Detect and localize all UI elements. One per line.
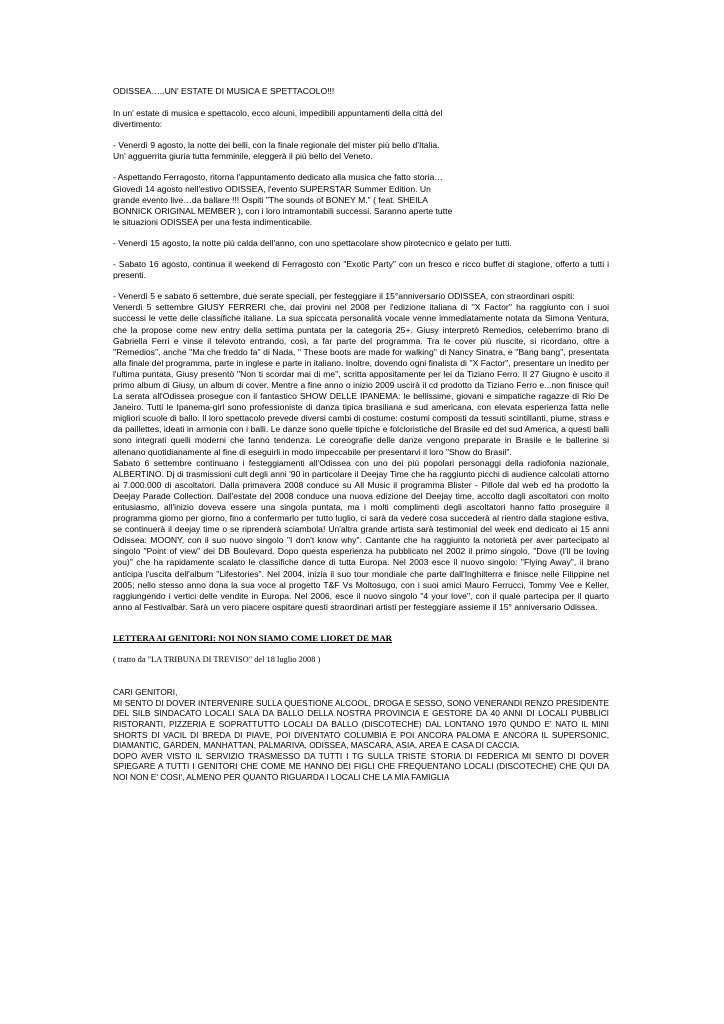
letter-heading: LETTERA AI GENITORI: NOI NON SIAMO COME LIORET DE MAR [113,632,393,643]
event-item-5-body-2: Sabato 6 settembre continuano i festeggiamenti all'Odissea con uno dei più popolari personaggi della radiofonia nazionale, ALBERTINO. Dj di trasmissioni cult degli anni '90 in particolare il Deejay Time che ha raggiunto picchi di audience calcolati attorno ai 7.000.000 di ascoltatori. Dalla primavera 2008 conduce su All Music il programma Blister - Pillole dal web ed ha prodotto la Deejay Parade Collection. Dall'estate del 2008 conduce una nuova edizione del Deejay time, accolto dagli ascoltatori con molto entusiasmo, all'inizio doveva essere una singola puntata, ma i molti complimenti degli ascoltatori hanno fatto proseguire il programma giorno per giorno, fino a confermarlo per tutto luglio, ci sarà da vedere cosa succederà al rientro dalla stagione estiva, se continuerà il deejay time o se riprenderà sciambola! Un'altra grande artista sarà testimonial del week end dedicato ai 15 anni Odissea: MOONY, con il suo nuovo singolo "I don't know why". Cantante che ha raggiunto la notorietà per aver partecipato al singolo "Point of view" dei DB Boulevard. Dopo questa esperienza ha pubblicato nel 2002 il primo singolo, "Dove (I'll be loving you)" che ha rapidamente scalato le classifiche dance di tutta Europa. Nel 2003 esce il nuovo singolo: "Flying Away", il brano anticipa l'uscita dell'album "Lifestories". Nel 2004, inizia il suo tour mondiale che parte dall'Inghilterra e finisce nelle Filippine nel 2005; nello stesso anno dona la sua voce al progetto T&F Vs Moltosugo, con i suoi amici Mauro Ferrucci, Tommy Vee e Keller, raggiungendo i vertici delle vendite in Europa. Nel 2006, esce il nuovo singolo "4 your love", con il quale partecipa per il quarto anno al Festivalbar. Sarà un vero piacere ospitare questi straordinari artisti per festeggiare assieme il 15° anniversario Odissea. [113,457,609,612]
document-title: ODISSEA…..UN' ESTATE DI MUSICA E SPETTACOLO!!! [113,86,335,96]
letter-paragraph-1: MI SENTO DI DOVER INTERVENIRE SULLA QUESTIONE ALCOOL, DROGA E SESSO, SONO VENERANDI RENZO PRESIDENTE DEL SILB SINDACATO LOCALI SALA DA BALLO DELLA NOSTRA PROVINCIA E GESTORE DA 40 ANNI DI LOCALI PUBBLICI RISTORANTI, PIZZERIA E SOPRATTUTTO LOCALI DA BALLO (DISCOTECHE) DAL LONTANO 1970 QUNDO E' NATO IL MINI SHORTS DI VACIL DI BREDA DI PIAVE, POI DIVENTATO COLUMBIA E POI ANCORA PALOMA E ANCORA IL SUPERSONIC, DIAMANTIC, GARDEN, MANHATTAN, PALMARIVA, ODISSEA, MASCARA, ASIA, AREA E CASA DI CACCIA. [113,697,609,751]
event-item-4: - Sabato 16 agosto, continua il weekend di Ferragosto con "Exotic Party" con un fresco e ricco buffet di stagione, offerto a tutti i presenti. [113,259,609,281]
event-item-1: - Venerdì 9 agosto, la notte dei belli, con la finale regionale del mister più bello d'Italia. Un' agguerrita giuria tutta femminile, eleggerà il più bello del Veneto. [113,140,440,162]
event-item-2: - Aspettando Ferragosto, ritorna l'appuntamento dedicato alla musica che fatto storia…Giovedì 14 agosto nell'estivo ODISSEA, l'evento SUPERSTAR Summer Edition. Un grande evento live…da ballare !!! Ospiti "The sounds of BONEY M." ( feat. SHEILA BONNICK ORIGINAL MEMBER ), con i loro intramontabili successi. Saranno aperte tutte le situazioni ODISSEA per una festa indimenticabile. [113,172,453,227]
letter-salutation: CARI GENITORI, [113,687,178,698]
event-item-5-body: Venerdì 5 settembre GIUSY FERRERI che, dai provini nel 2008 per l'edizione italiana di ''X Factor'' ha raggiunto con i suoi successi le vette delle classifiche italiane. La sua spiccata personalità vocale venne immediatamente notata da Simona Ventura, che la propose come new entry della settima puntata per la categoria 25+. Giusy interpretò Remedios, celeberrimo brano di Gabriella Ferri e vinse il televoto entrando, così, a far parte del programma. Tra le cover più riuscite, si ricordano, oltre a ''Remedios'', anche ''Ma che freddo fa'' di Nada, '' These boots are made for walking'' di Nancy Sinatra, e ''Bang bang'', presentata alla finale del programma, parte in inglese e parte in italiano. Inoltre, dovendo ogni finalista di ''X Factor'', presentare un inedito per l'ultima puntata, Giusy presentò ''Non ti scordar mai di me'', scritta appositamente per lei da Tiziano Ferro. Il 27 Giugno è uscito il primo album di Giusy, un album di cover. Mentre a fine anno o inizio 2009 uscirà il cd prodotto da Tiziano Ferro e...non finisce qui! La serata all'Odissea prosegue con il fantastico SHOW DELLE IPANEMA: le bellissime, giovani e simpatiche ragazze di Rio De Janeiro. Tutti le Ipanema-girl sono professioniste di danza tipica brasiliana e sud americana, con elevata esperienza fatta nelle migliori scuole di ballo. Il loro spettacolo prevede diversi cambi di costume: costumi composti da tessuti scintillanti, piume, strass e da paillettes, ideati in armonia con i balli. Le danze sono quelle tipiche e folcloristiche del Brasile ed del sud America, a questi balli sono integrati quelli moderni che fanno tendenza. Le coreografie delle danze vengono preparate in Brasile e le ballerine si allenano quotidianamente al fine di eseguirli in modo impeccabile per presentarvi il loro "Show do Brasil". [113,302,609,457]
document-page [113,86,609,782]
event-item-5-intro: - Venerdì 5 e sabato 6 settembre, due serate speciali, per festeggiare il 15°anniversario ODISSEA, con straordinari ospiti: [113,291,575,302]
event-item-3: - Venerdì 15 agosto, la notte più calda dell'anno, con uno spettacolare show pirotecnico e gelato per tutti. [113,237,512,248]
intro-paragraph: In un' estate di musica e spettacolo, ecco alcuni, impedibili appuntamenti della città del divertimento: [113,108,443,130]
letter-paragraph-2: DOPO AVER VISTO IL SERVIZIO TRASMESSO DA TUTTI I TG SULLA TRISTE STORIA DI FEDERICA MI SENTO DI DOVER SPIEGARE A TUTTI I GENITORI CHE COME ME HANNO DEI FIGLI CHE FREQUENTANO LOCALI (DISCOTECHE) CHE QUI DA NOI NON E' COSI', ALMENO PER QUANTO RIGUARDA I LOCALI CHE LA MIA FAMIGLIA [113,750,609,782]
letter-source: ( tratto da "LA TRIBUNA DI TREVISO" del 18 luglio 2008 ) [113,655,321,665]
